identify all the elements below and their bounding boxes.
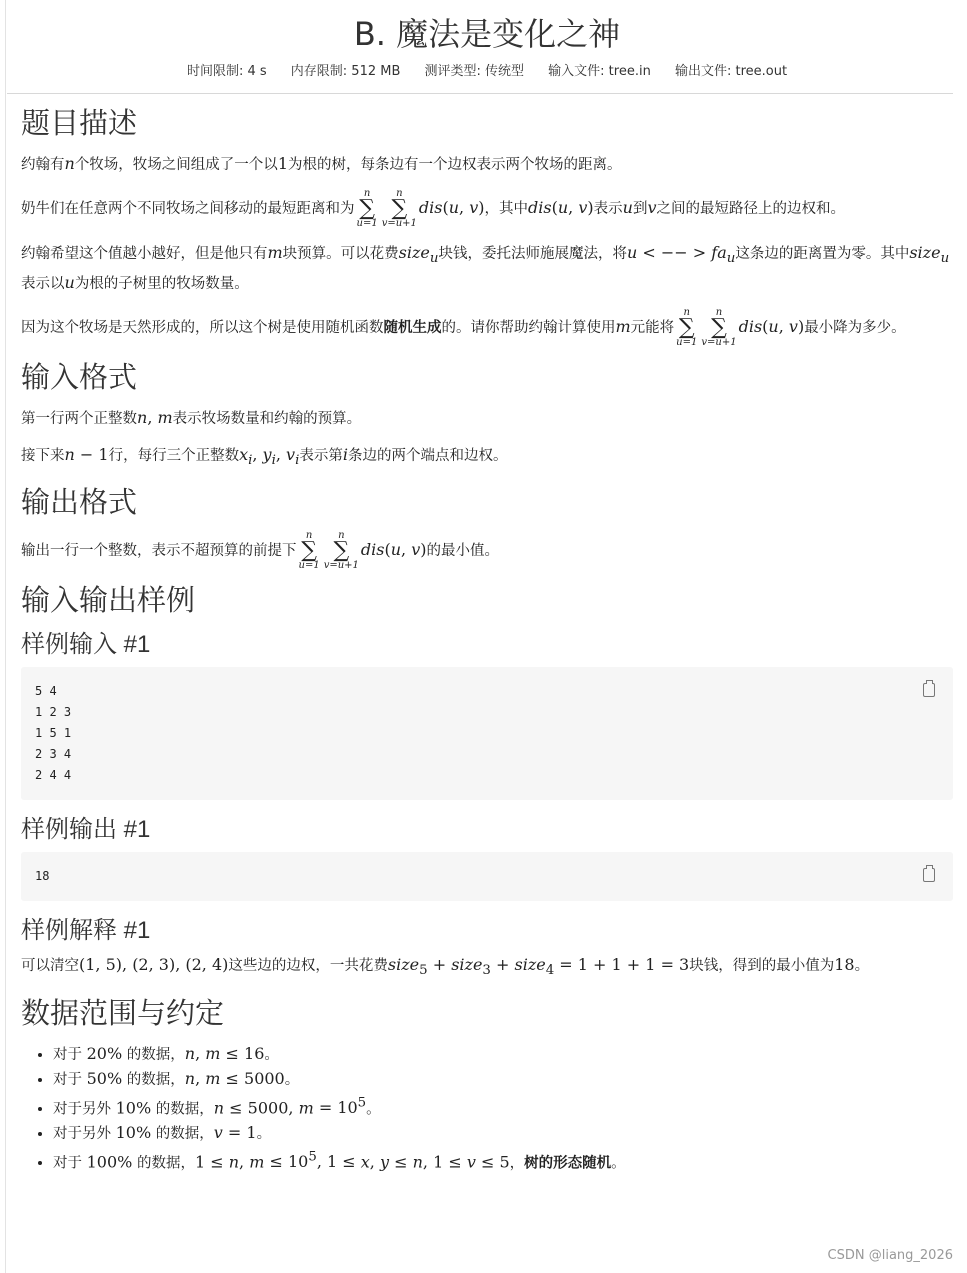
desc-p2: 奶牛们在任意两个不同牧场之间移动的最短距离和为 n ∑ u=1 n ∑ v=u+1 dis(u, v)，其中dis(u, v)表示u到v之间的最短路径上的边权和。 (21, 188, 845, 229)
copy-icon[interactable] (923, 868, 935, 882)
section-output: 输出格式 (21, 487, 138, 520)
desc-p3: 约翰希望这个值越小越好，但是他只有m块预算。可以花费size$_u$块钱，委托法师施展魔法，将u < −− > $fa_u$这条边的距离置为零。其中size$_u$表示以u为根的子树里的牧场数量。 (21, 243, 950, 293)
section-samples: 输入输出样例 (21, 585, 196, 618)
page-title: B. 魔法是变化之神 (353, 15, 621, 53)
desc-p4: 因为这个牧场是天然形成的，所以这个树是使用随机函数随机生成的。请你帮助约翰计算使用m元能将 n ∑ u=1 n ∑ v=u+1 dis(u, v)最小降为多少。 (21, 307, 906, 349)
range-item: • 对于 50% 的数据，n, m ≤ 5000。 (53, 1067, 953, 1092)
divider (7, 93, 953, 94)
judge-type: 测评类型: 传统型 (424, 64, 525, 79)
section-input: 输入格式 (21, 362, 138, 395)
sample-output-text: 18 (35, 869, 50, 884)
sample-explain-text: 可以清空(1, 5), (2, 3), (2, 4)这些边的边权，一共花费size$_5$ + size$_3$ + size$_4$ = 1 + 1 + 1 = 3块钱，得到的最小值为18。 (21, 955, 870, 979)
input-file: 输入文件: tree.in (548, 64, 651, 79)
sample-output-heading: 样例输出 #1 (21, 816, 151, 844)
input-p1: 第一行两个正整数n, m表示牧场数量和约翰的预算。 (21, 408, 362, 428)
range-item: • 对于另外 10% 的数据，v = 1。 (53, 1121, 953, 1146)
copy-icon[interactable] (923, 683, 935, 697)
section-range: 数据范围与约定 (21, 997, 225, 1030)
problem-page (21, 0, 953, 1175)
memory-limit: 内存限制: 512 MB (290, 64, 401, 79)
watermark: CSDN @liang_2026 (827, 1248, 953, 1263)
sample-output-box (21, 852, 953, 901)
section-description: 题目描述 (21, 108, 138, 140)
range-item: • 对于 20% 的数据，n, m ≤ 16。 (53, 1042, 953, 1067)
sample-input-heading: 样例输入 #1 (21, 631, 151, 659)
left-border (5, 0, 6, 1273)
range-list (21, 1042, 953, 1176)
problem-meta (21, 60, 953, 79)
output-p1: 输出一行一个整数，表示不超预算的前提下 n ∑ u=1 n ∑ v=u+1 dis(u, v)的最小值。 (21, 530, 500, 572)
sample-input-box (21, 667, 953, 800)
input-p2: 接下来n − 1行，每行三个正整数$x_i$, $y_i$, $v_i$表示第i条边的两个端点和边权。 (21, 445, 508, 469)
sample-input-text: 5 4 1 2 3 1 5 1 2 3 4 2 4 4 (35, 684, 72, 783)
range-item: • 对于另外 10% 的数据，n ≤ 5000, $m = 10^5$。 (53, 1092, 953, 1121)
output-file: 输出文件: tree.out (674, 64, 788, 79)
desc-p1: 约翰有n个牧场，牧场之间组成了一个以1为根的树，每条边有一个边权表示两个牧场的距离。 (21, 154, 622, 173)
range-item: • 对于 100% 的数据，1 ≤ n, $m \le 10^5$, 1 ≤ x, y ≤ n, 1 ≤ v ≤ 5，树的形态随机。 (53, 1146, 953, 1175)
sample-explain-heading: 样例解释 #1 (21, 917, 151, 945)
time-limit: 时间限制: 4 s (186, 64, 267, 79)
